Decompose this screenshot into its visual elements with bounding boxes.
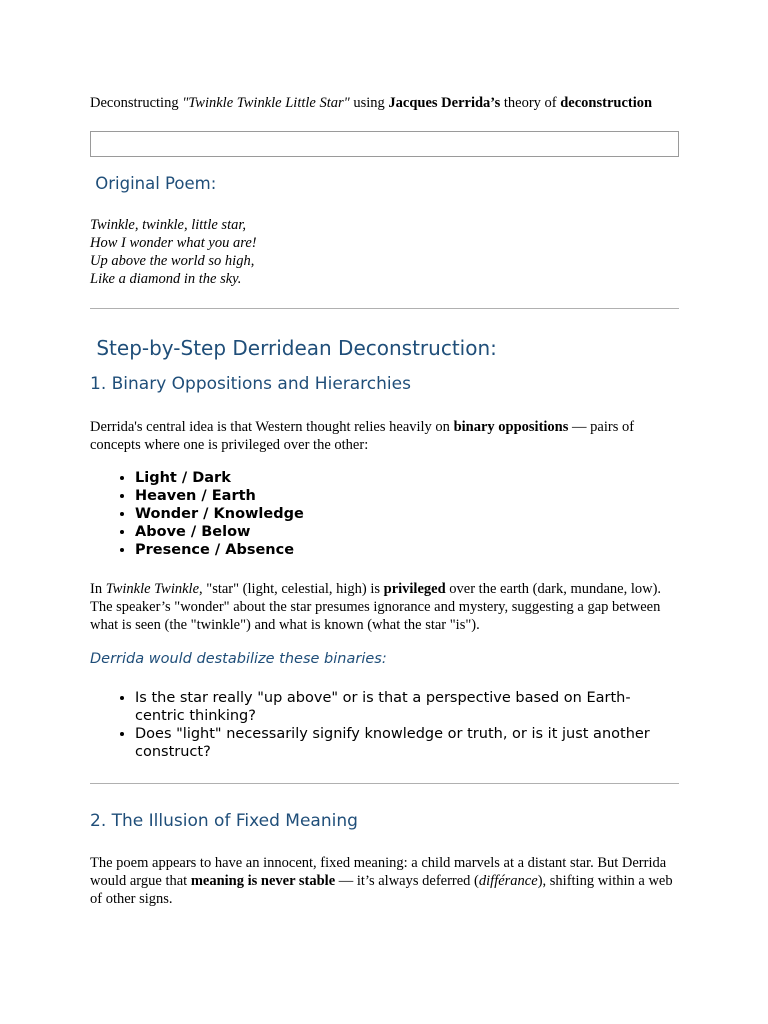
section1-heading: 1. Binary Oppositions and Hierarchies [90, 374, 411, 394]
list-item: • Presence / Absence [135, 541, 304, 559]
list-item: • Light / Dark [135, 469, 304, 487]
divider [90, 783, 679, 784]
section1-paragraph-1 [90, 418, 680, 454]
questions-list [90, 689, 680, 761]
list-item: • Is the star really "up above" or is that a perspective based on Earth-centric thinking? [135, 689, 680, 725]
text-run: — pairs of concepts where one is privileged over the other: [90, 419, 635, 453]
steps-heading-text: Step-by-Step Derridean Deconstruction: [96, 336, 497, 360]
text-run: — it’s always deferred ( [335, 873, 479, 889]
binaries-list [90, 469, 304, 559]
text-run: In [90, 581, 106, 597]
list-item: • Above / Below [135, 523, 304, 541]
original-poem-heading [90, 174, 216, 193]
text-run: , "star" (light, celestial, high) is [199, 581, 384, 597]
poem-line: Up above the world so high, [90, 253, 255, 269]
section2-paragraph [90, 854, 680, 908]
text-run-italic: Twinkle Twinkle [105, 581, 200, 597]
intro-using: using [349, 95, 389, 111]
divider [90, 308, 679, 309]
text-run: ), shifting within a web of other signs. [90, 873, 673, 907]
section2-heading: 2. The Illusion of Fixed Meaning [90, 811, 358, 831]
destabilize-heading: Derrida would destabilize these binaries: [90, 651, 387, 667]
steps-heading [90, 336, 497, 360]
intro-term: deconstruction [560, 95, 653, 111]
text-run-italic: différance [478, 873, 538, 889]
poem-line: Like a diamond in the sky. [90, 271, 242, 287]
list-item: • Heaven / Earth [135, 487, 304, 505]
text-run-bold: binary oppositions [453, 419, 569, 435]
intro-line [90, 94, 652, 112]
section1-paragraph-2 [90, 580, 680, 634]
poem-line: Twinkle, twinkle, little star, [90, 217, 247, 233]
list-item: • Does "light" necessarily signify knowledge or truth, or is it just another construct? [135, 725, 680, 761]
original-poem-heading-text: Original Poem: [95, 174, 217, 193]
intro-author: Jacques Derrida’s [388, 95, 501, 111]
text-run: Derrida's central idea is that Western thought relies heavily on [90, 419, 454, 435]
list-item: • Wonder / Knowledge [135, 505, 304, 523]
poem-text [90, 216, 257, 288]
empty-box [90, 131, 679, 157]
text-run: over the earth (dark, mundane, low). The speaker’s "wonder" about the star presumes ignorance and mystery, suggesting a gap between what is seen (the "twinkle") and what is known (what the star "is"). [90, 581, 662, 633]
text-run: The poem appears to have an innocent, fixed meaning: a child marvels at a distant star. But Derrida would argue that [90, 855, 667, 889]
text-run-bold: privileged [383, 581, 446, 597]
poem-line: How I wonder what you are! [90, 235, 257, 251]
text-run-bold: meaning is never stable [190, 873, 336, 889]
intro-theory-of: theory of [500, 95, 561, 111]
intro-prefix: Deconstructing [90, 95, 183, 111]
intro-poem-title: "Twinkle Twinkle Little Star" [182, 95, 350, 111]
